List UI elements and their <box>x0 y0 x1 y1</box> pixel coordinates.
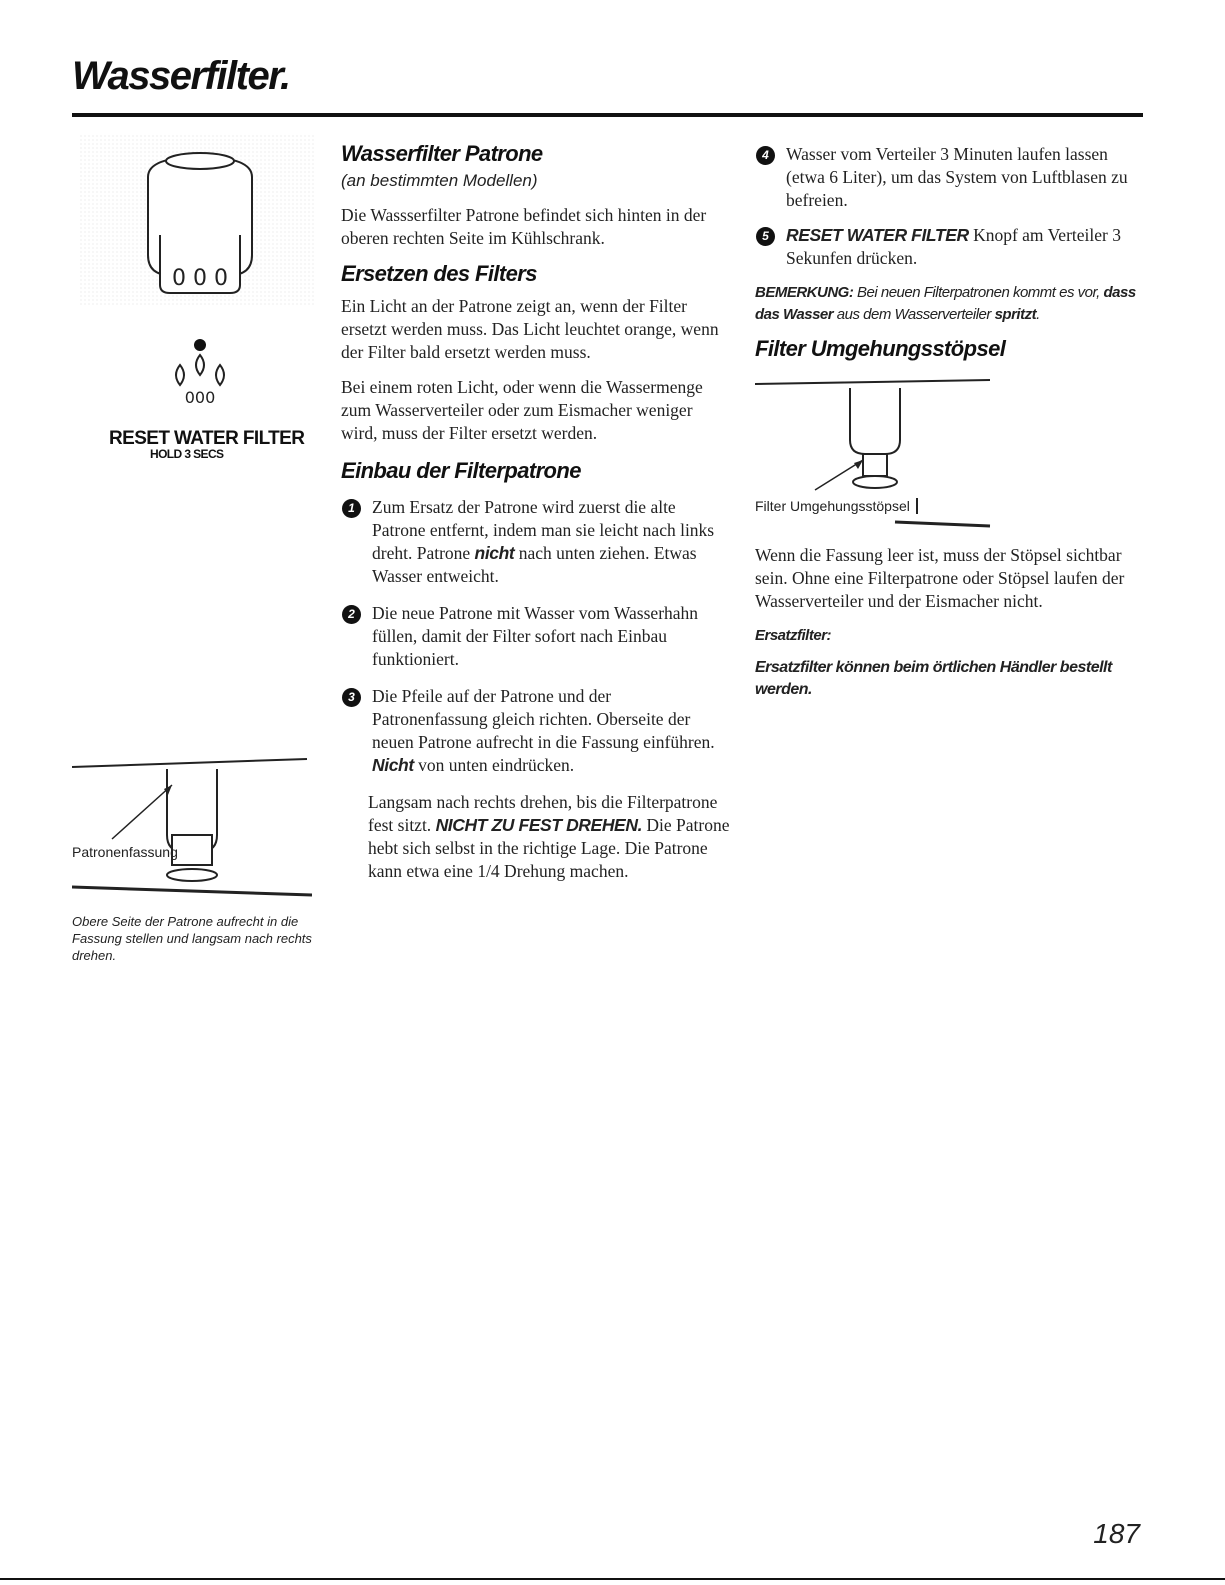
note-text-b: aus dem Wasserverteiler <box>833 306 995 323</box>
bypass-plug-label: Filter Umgehungsstöpsel <box>755 498 918 514</box>
reset-water-filter-label: RESET WATER FILTER <box>109 428 305 449</box>
install-heading: Einbau der Filterpatrone <box>341 458 581 483</box>
spare-label: Ersatzfilter: <box>755 627 832 644</box>
page-title: Wasserfilter. <box>72 54 290 98</box>
step-number-4: 4 <box>756 146 775 165</box>
step-1-text-a: Zum Ersatz der Patrone wird zuerst die alte Patrone entfernt, indem man sie leicht nach links dreht. Patrone <box>372 497 715 563</box>
step-number-5: 5 <box>756 227 775 246</box>
bypass-illustration-area <box>755 370 1143 530</box>
page-number: 187 <box>1093 1518 1140 1549</box>
title-rule <box>72 113 1143 117</box>
note-bold-2: spritzt <box>994 306 1037 323</box>
right-column <box>755 143 1143 701</box>
install-turn-paragraph <box>341 791 731 883</box>
replace-heading: Ersetzen des Filters <box>341 261 537 286</box>
cartridge-heading: Wasserfilter Patrone <box>341 141 543 166</box>
step-4-text: Wasser vom Verteiler 3 Minuten laufen lassen (etwa 6 Liter), um das System von Luftblasen zu befreien. <box>786 144 1128 210</box>
cartridge-text: Die Wassserfilter Patrone befindet sich hinten in der oberen rechten Seite im Kühlschrank. <box>341 205 707 248</box>
step-3-text-b: von unten eindrücken. <box>413 755 575 775</box>
turn-text-b: Die Patrone hebt sich selbst in the richtige Lage. Die Patrone kann etwa eine 1/4 Drehung machen. <box>368 815 730 881</box>
install-step-4 <box>755 143 1143 212</box>
replace-paragraph-1: Ein Licht an der Patrone zeigt an, wenn der Filter ersetzt werden muss. Das Licht leuchtet orange, wenn der Filter bald ersetzt werden muss. <box>341 296 719 362</box>
spare-text: Ersatzfilter können beim örtlichen Händler bestellt werden. <box>755 659 1112 698</box>
replace-paragraph-2: Bei einem roten Licht, oder wenn die Wassermenge zum Wasserverteiler oder zum Eismacher weniger wird, muss der Filter ersetzt werden. <box>341 377 703 443</box>
bypass-heading: Filter Umgehungsstöpsel <box>755 336 1006 361</box>
socket-caption: Obere Seite der Patrone aufrecht in die Fassung stellen und langsam nach rechts drehen. <box>72 914 312 963</box>
socket-label: Patronenfassung <box>72 844 178 860</box>
middle-column <box>341 141 731 883</box>
step-2-text: Die neue Patrone mit Wasser vom Wasserhahn füllen, damit der Filter sofort nach Einbau funktioniert. <box>372 603 699 669</box>
step-5-text: Knopf am Verteiler 3 Sekunfen drücken. <box>786 225 1121 268</box>
svg-text:000: 000 <box>184 388 216 405</box>
step-1-bold: nicht <box>474 543 515 563</box>
install-step-1 <box>341 496 731 588</box>
hold-3-secs-label: HOLD 3 SECS <box>150 447 224 461</box>
note-paragraph <box>755 282 1143 326</box>
cartridge-subheading: (an bestimmten Modellen) <box>341 171 538 190</box>
turn-text-a: Langsam nach rechts drehen, bis die Filterpatrone fest sitzt. <box>368 792 718 835</box>
step-1-text-b: nach unten ziehen. Etwas Wasser entweicht. <box>372 543 697 586</box>
filter-cartridge-illustration <box>80 135 315 305</box>
bottom-rule <box>0 1578 1225 1580</box>
note-label: BEMERKUNG: <box>755 284 854 301</box>
turn-bold: NICHT ZU FEST DREHEN. <box>435 815 643 835</box>
note-bold-1: dass das Wasser <box>755 284 1136 323</box>
step-number-2: 2 <box>342 605 361 624</box>
step-number-1: 1 <box>342 499 361 518</box>
note-text-c: . <box>1036 306 1040 323</box>
bypass-text: Wenn die Fassung leer ist, muss der Stöpsel sichtbar sein. Ohne eine Filterpatrone oder Stöpsel laufen der Wasserverteiler und der Eismacher nicht. <box>755 545 1125 611</box>
cartridge-socket-illustration <box>72 755 312 905</box>
step-number-3: 3 <box>342 688 361 707</box>
reset-water-filter-illustration <box>80 315 310 405</box>
install-step-2 <box>341 602 731 671</box>
note-text-a: Bei neuen Filterpatronen kommt es vor, <box>853 284 1104 301</box>
step-5-bold: RESET WATER FILTER <box>786 225 969 245</box>
install-step-5 <box>755 224 1143 270</box>
step-3-bold: Nicht <box>372 755 414 775</box>
svg-text:0 0 0: 0 0 0 <box>172 266 228 291</box>
install-step-3 <box>341 685 731 777</box>
step-3-text-a: Die Pfeile auf der Patrone und der Patronenfassung gleich richten. Oberseite der neuen Patrone aufrecht in die Fassung einführen. <box>372 686 715 752</box>
